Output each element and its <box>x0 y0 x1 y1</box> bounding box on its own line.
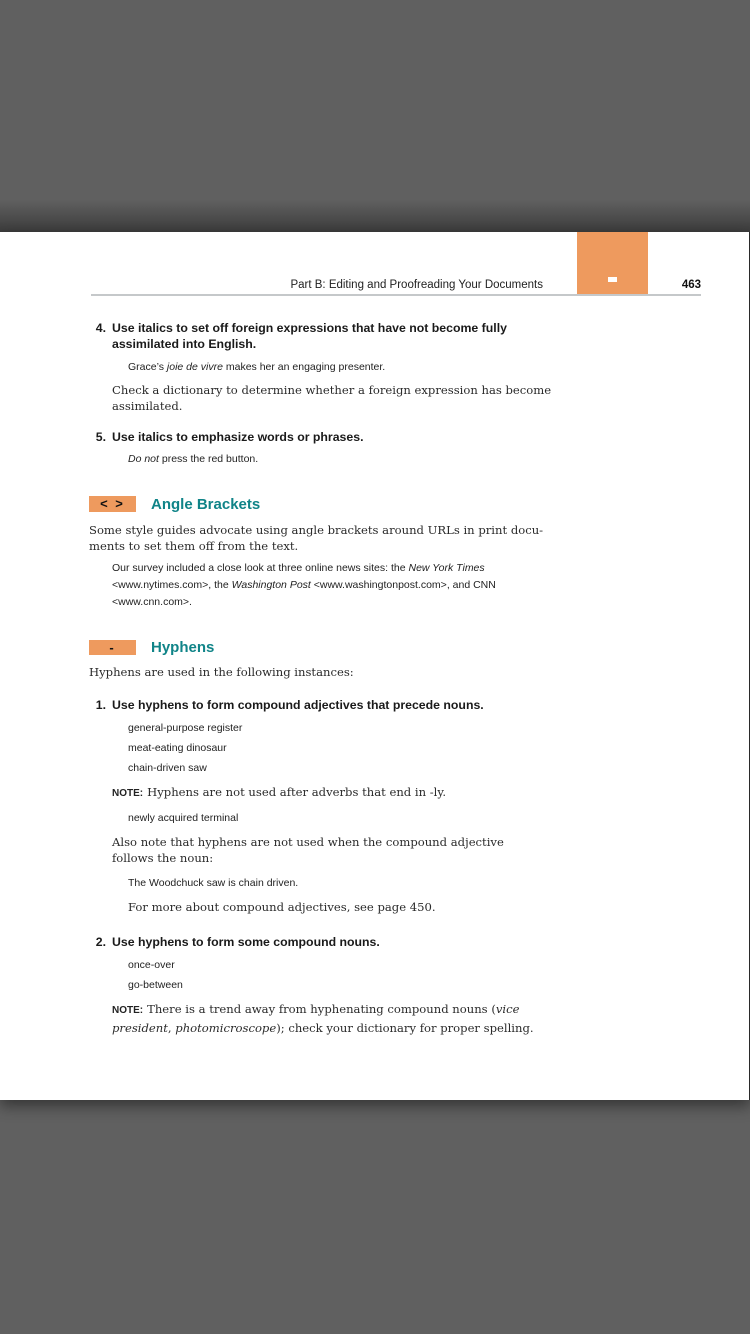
example-list <box>128 718 242 778</box>
example-italic: Do not <box>128 453 159 465</box>
example-text <box>128 357 385 377</box>
note-text: Hyphens are not used after adverbs that end in -ly. <box>147 785 447 799</box>
page-number: 463 <box>681 279 701 291</box>
rule-number: 2. <box>95 935 106 949</box>
section-title: Hyphens <box>151 639 215 656</box>
note <box>112 784 446 803</box>
note-line <box>112 1020 534 1037</box>
note-italic: vice <box>495 1002 520 1016</box>
rule-heading: Use hyphens to form some compound nouns. <box>112 935 380 949</box>
example-post: press the red button. <box>158 453 259 465</box>
rule-number: 1. <box>95 698 106 712</box>
note-italic: photomicroscope <box>175 1020 277 1035</box>
example-text <box>128 449 258 469</box>
note <box>112 1001 534 1036</box>
hyphen-icon <box>608 277 617 282</box>
example-item: newly acquired terminal <box>128 812 239 824</box>
example-text: <www.nytimes.com>, the <box>112 579 232 591</box>
example-text: Our survey included a close look at three online news sites: the <box>112 562 409 574</box>
example-block <box>112 560 496 611</box>
publication-name: Washington Post <box>231 579 311 591</box>
example-item: go-between <box>128 979 183 991</box>
note-text: ); check your dictionary for proper spelling. <box>276 1020 534 1035</box>
note-italic: president <box>112 1020 168 1035</box>
rule-number: 5. <box>95 430 106 444</box>
rule-number: 4. <box>95 321 106 335</box>
book-page <box>0 232 750 1100</box>
hyphen-badge-icon: - <box>89 640 136 655</box>
section-title: Angle Brackets <box>151 496 261 513</box>
rule-heading: Use hyphens to form compound adjectives that precede nouns. <box>112 698 484 712</box>
example-text: <www.washingtonpost.com>, and CNN <box>310 579 496 591</box>
note-text: , <box>167 1020 176 1035</box>
example-item: chain-driven saw <box>128 762 207 774</box>
example-line <box>112 560 496 577</box>
running-head: Part B: Editing and Proofreading Your Documents <box>290 279 543 291</box>
rule-heading: Use italics to set off foreign expressions that have not become fully <box>112 321 507 335</box>
note-label: NOTE: <box>112 1005 144 1016</box>
section-intro-cont: ments to set them off from the text. <box>89 539 299 553</box>
example-item: meat-eating dinosaur <box>128 742 227 754</box>
chapter-tab <box>577 232 648 294</box>
example-italic: joie de vivre <box>166 361 223 373</box>
note-line <box>112 1001 534 1020</box>
example-post: makes her an engaging presenter. <box>222 361 386 373</box>
example-item: general-purpose register <box>128 722 243 734</box>
example-line <box>112 577 496 594</box>
rule-heading-cont: assimilated into English. <box>112 337 257 351</box>
example-item: once-over <box>128 959 175 971</box>
body-text: Also note that hyphens are not used when the compound adjective <box>112 835 504 849</box>
body-text-cont: assimilated. <box>112 399 183 413</box>
angle-brackets-icon: < > <box>89 496 136 512</box>
body-text-cont: follows the noun: <box>112 851 214 865</box>
viewer-background-shade <box>0 200 750 232</box>
publication-name: New York Times <box>408 562 485 574</box>
section-intro: Hyphens are used in the following instances: <box>89 665 354 679</box>
rule-heading: Use italics to emphasize words or phrases. <box>112 430 364 444</box>
section-intro: Some style guides advocate using angle brackets around URLs in print docu- <box>89 523 544 537</box>
example-item: The Woodchuck saw is chain driven. <box>128 877 299 889</box>
example-pre: Grace’s <box>128 361 167 373</box>
note-text: There is a trend away from hyphenating compound nouns ( <box>147 1002 496 1016</box>
example-line: <www.cnn.com>. <box>112 596 192 608</box>
body-text: Check a dictionary to determine whether a foreign expression has become <box>112 383 552 397</box>
header-divider <box>91 294 701 296</box>
note-label: NOTE: <box>112 788 144 799</box>
cross-reference: For more about compound adjectives, see page 450. <box>128 900 436 914</box>
example-list <box>128 955 183 995</box>
